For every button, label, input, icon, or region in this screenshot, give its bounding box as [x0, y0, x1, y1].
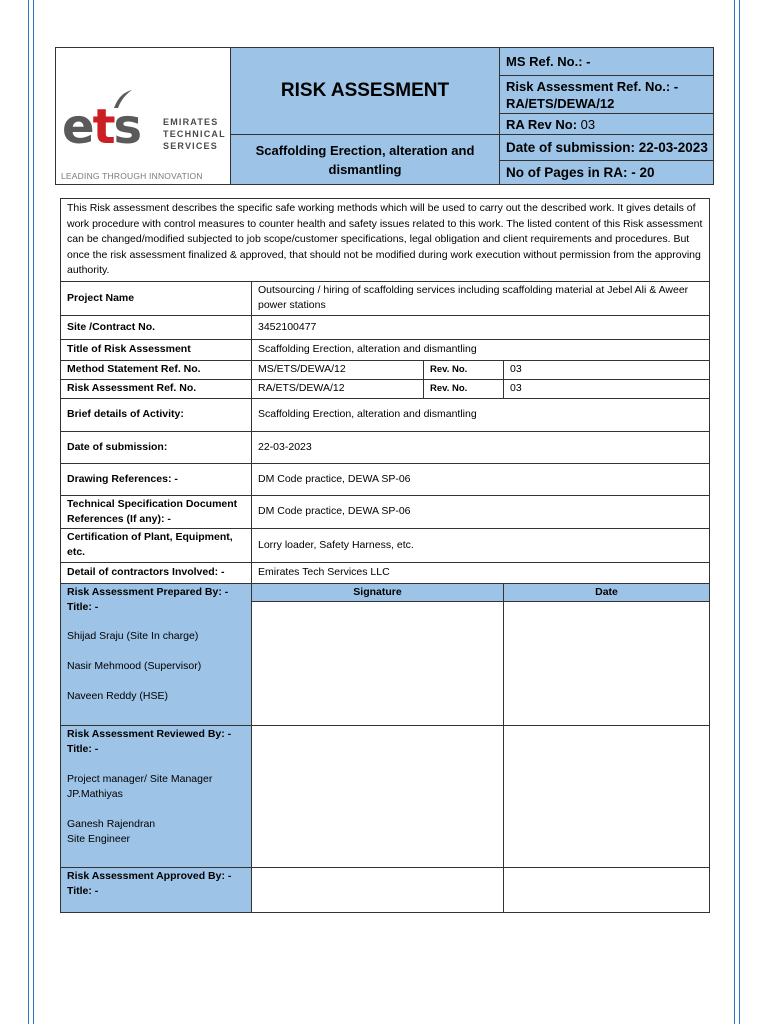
ra-rev-cell [500, 114, 714, 135]
submission-date-value: 22-03-2023 [252, 431, 710, 463]
contractors-label: Detail of contractors Involved: - [61, 562, 252, 583]
reviewed-by-person-2: Ganesh Rajendran [67, 817, 156, 830]
ra-title-value: Scaffolding Erection, alteration and dismantling [252, 339, 710, 360]
contractors-value: Emirates Tech Services LLC [252, 562, 710, 583]
prepared-by-person-3: Naveen Reddy (HSE) [67, 689, 168, 702]
ra-rev-value: 03 [580, 116, 596, 132]
project-name-label: Project Name [61, 281, 252, 315]
reviewed-signature-box [252, 725, 504, 867]
reviewed-by-person-1: JP.Mathiyas [67, 787, 123, 800]
drawing-references-value: DM Code practice, DEWA SP-06 [252, 463, 710, 495]
prepared-date-box [504, 601, 710, 725]
page-border-right-outer [739, 0, 740, 1024]
header-table [55, 47, 714, 185]
certification-value: Lorry loader, Safety Harness, etc. [252, 528, 710, 562]
prepared-by-title: Risk Assessment Prepared By: - Title: - [67, 585, 229, 613]
risk-assessment-table [60, 198, 710, 913]
document-title: RISK ASSESMENT [231, 48, 500, 135]
prepared-by-cell [61, 583, 252, 725]
company-logo [56, 49, 230, 184]
logo-company-name: EMIRATES TECHNICAL SERVICES [163, 116, 226, 151]
approved-date-box [504, 867, 710, 912]
technical-spec-label: Technical Specification Document References (If any): - [61, 495, 252, 528]
date-column-header: Date [504, 583, 710, 601]
method-statement-value: MS/ETS/DEWA/12 [252, 360, 424, 379]
logo-tagline: LEADING THROUGH INNOVATION [61, 170, 203, 181]
method-statement-rev-value: 03 [504, 360, 710, 379]
signature-column-header: Signature [252, 583, 504, 601]
ms-ref-label: MS Ref. No.: - [500, 48, 714, 76]
intro-paragraph: This Risk assessment describes the specific safe working methods which will be used to carry out the described work. It gives details of work procedure with control measures to counter health and safety issues related to this work. The listed content of this Risk assessment can be changed/modified subjected to job scope/customer specifications, legal obligation and client requirements and procedures. But once the risk assessment finalized & approved, that should not be modified during work execution without permission from the approving authority. [61, 199, 710, 282]
ra-ref-rev-value: 03 [504, 379, 710, 398]
technical-spec-value: DM Code practice, DEWA SP-06 [252, 495, 710, 528]
submission-date-label: Date of submission: [61, 431, 252, 463]
page-border-left-inner [33, 0, 34, 1024]
submission-date-header: Date of submission: 22-03-2023 [500, 135, 714, 161]
ra-rev-label: RA Rev No: [506, 116, 578, 132]
reviewed-by-title: Risk Assessment Reviewed By: - Title: - [67, 727, 232, 755]
ra-ref-rev-label: Rev. No. [424, 379, 504, 398]
project-name-value: Outsourcing / hiring of scaffolding services including scaffolding material at Jebel Ali & Aweer power stations [252, 281, 710, 315]
drawing-references-label: Drawing References: - [61, 463, 252, 495]
reviewed-by-role-1: Project manager/ Site Manager [67, 772, 213, 785]
ra-title-label: Title of Risk Assessment [61, 339, 252, 360]
ra-ref-no-value: RA/ETS/DEWA/12 [252, 379, 424, 398]
prepared-by-person-2: Nasir Mehmood (Supervisor) [67, 659, 202, 672]
reviewed-by-cell [61, 725, 252, 867]
site-contract-label: Site /Contract No. [61, 315, 252, 339]
ra-ref-no-label: Risk Assessment Ref. No. [61, 379, 252, 398]
site-contract-value: 3452100477 [252, 315, 710, 339]
page-count: No of Pages in RA: - 20 [500, 161, 714, 185]
page-border-left-outer [28, 0, 29, 1024]
approved-by-title: Risk Assessment Approved By: - Title: - [67, 869, 232, 897]
logo-cell [56, 48, 231, 185]
document-subtitle: Scaffolding Erection, alteration and dismantling [231, 135, 500, 185]
prepared-by-person-1: Shijad Sraju (Site In charge) [67, 629, 199, 642]
brief-details-label: Brief details of Activity: [61, 398, 252, 431]
ra-ref-label: Risk Assessment Ref. No.: - [506, 78, 679, 94]
reviewed-by-role-2: Site Engineer [67, 832, 131, 845]
ra-ref-value: RA/ETS/DEWA/12 [506, 95, 615, 111]
prepared-signature-box [252, 601, 504, 725]
method-statement-label: Method Statement Ref. No. [61, 360, 252, 379]
approved-signature-box [252, 867, 504, 912]
logo-letters: ets [62, 98, 141, 155]
brief-details-value: Scaffolding Erection, alteration and dismantling [252, 398, 710, 431]
approved-by-cell [61, 867, 252, 912]
certification-label: Certification of Plant, Equipment, etc. [61, 528, 252, 562]
page-border-right-inner [734, 0, 735, 1024]
method-statement-rev-label: Rev. No. [424, 360, 504, 379]
reviewed-date-box [504, 725, 710, 867]
ra-ref-cell [500, 76, 714, 114]
